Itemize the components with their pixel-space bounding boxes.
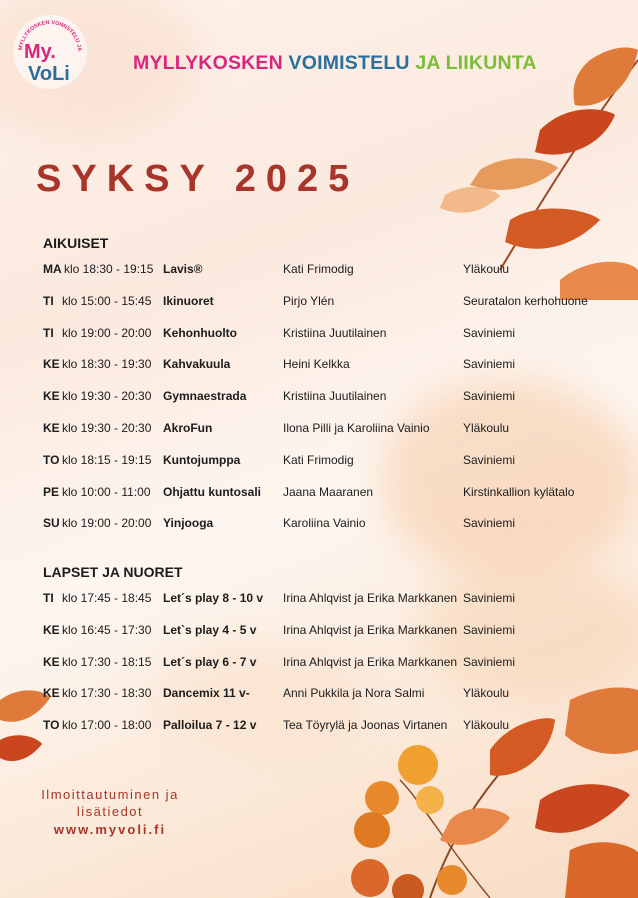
schedule-row <box>0 294 638 312</box>
registration-info: Ilmoittautuminen ja lisätiedot <box>41 787 179 819</box>
svg-text:MYLLYKOSKEN VOIMISTELU JA LIIK: MYLLYKOSKEN VOIMISTELU JA <box>18 19 83 52</box>
schedule-row <box>0 326 638 344</box>
time-cell: klo 10:00 - 11:00 <box>62 484 151 499</box>
class-cell: Kuntojumppa <box>163 452 241 467</box>
instructor-cell: Pirjo Ylén <box>283 293 335 308</box>
schedule-row <box>0 655 638 673</box>
location-cell: Saviniemi <box>463 452 516 467</box>
myvoli-logo <box>10 12 90 92</box>
class-cell: Let´s play 8 - 10 v <box>163 591 264 605</box>
instructor-cell: Irina Ahlqvist ja Erika Markkanen <box>283 622 458 637</box>
time-cell: klo 16:45 - 17:30 <box>62 622 152 637</box>
day-cell: PE <box>43 484 60 499</box>
instructor-cell: Irina Ahlqvist ja Erika Markkanen <box>283 591 458 605</box>
day-cell: KE <box>43 654 60 669</box>
schedule-row <box>0 421 638 439</box>
location-cell: Saviniemi <box>463 325 516 340</box>
class-cell: Kahvakuula <box>163 357 231 372</box>
day-cell: TO <box>43 718 60 733</box>
logo-text-voli: VoLi <box>28 63 70 85</box>
time-cell: klo 18:30 - 19:30 <box>62 357 152 372</box>
location-cell: Yläkoulu <box>463 686 510 701</box>
club-name <box>133 52 537 75</box>
instructor-cell: Kristiina Juutilainen <box>283 325 387 340</box>
time-cell: klo 18:15 - 19:15 <box>62 452 152 467</box>
day-cell: TI <box>43 293 54 308</box>
day-cell: KE <box>43 389 60 404</box>
location-cell: Saviniemi <box>463 389 516 404</box>
schedule-row <box>0 262 638 280</box>
time-cell: klo 19:30 - 20:30 <box>62 421 152 435</box>
location-cell: Saviniemi <box>463 622 516 637</box>
day-cell: TI <box>43 591 54 605</box>
time-cell: klo 17:30 - 18:15 <box>62 654 152 669</box>
section-title-youth: LAPSET JA NUORET <box>43 564 183 580</box>
schedule-row <box>0 389 638 407</box>
class-cell: Yinjooga <box>163 516 214 531</box>
location-cell: Saviniemi <box>463 516 516 531</box>
day-cell: TI <box>43 325 54 340</box>
instructor-cell: Irina Ahlqvist ja Erika Markkanen <box>283 654 458 669</box>
time-cell: klo 19:30 - 20:30 <box>62 389 152 404</box>
class-cell: Kehonhuolto <box>163 325 237 340</box>
instructor-cell: Kati Frimodig <box>283 452 354 467</box>
season-title: SYKSY 2025 <box>36 158 360 200</box>
class-cell: Palloilua 7 - 12 v <box>163 718 257 733</box>
day-cell: MA <box>43 262 62 276</box>
location-cell: Kirstinkallion kylätalo <box>463 484 575 499</box>
day-cell: KE <box>43 421 60 435</box>
time-cell: klo 17:30 - 18:30 <box>62 686 152 701</box>
logo-text-my: My. <box>24 41 56 63</box>
location-cell: Seuratalon kerhohuone <box>463 293 588 308</box>
class-cell: Ohjattu kuntosali <box>163 484 262 499</box>
time-cell: klo 17:00 - 18:00 <box>62 718 152 733</box>
time-cell: klo 18:30 - 19:15 <box>64 262 154 276</box>
schedule-row <box>0 485 638 503</box>
instructor-cell: Heini Kelkka <box>283 357 350 372</box>
class-cell: Gymnaestrada <box>163 389 247 404</box>
section-title-adults: AIKUISET <box>43 235 109 251</box>
instructor-cell: Kristiina Juutilainen <box>283 389 387 404</box>
schedule-row <box>0 357 638 375</box>
instructor-cell: Ilona Pilli ja Karoliina Vainio <box>283 421 430 435</box>
class-cell: Ikinuoret <box>163 293 214 308</box>
schedule-row <box>0 453 638 471</box>
location-cell: Saviniemi <box>463 654 516 669</box>
location-cell: Saviniemi <box>463 591 516 605</box>
berries-and-leaves-illustration <box>340 680 638 898</box>
club-name-word3: JA LIIKUNTA <box>415 52 537 74</box>
location-cell: Saviniemi <box>463 357 516 372</box>
day-cell: TO <box>43 452 60 467</box>
website-link[interactable]: www.myvoli.fi <box>53 822 167 837</box>
time-cell: klo 19:00 - 20:00 <box>62 325 152 340</box>
schedule-row <box>0 686 638 704</box>
club-name-word1: MYLLYKOSKEN <box>133 52 283 74</box>
location-cell: Yläkoulu <box>463 421 510 435</box>
time-cell: klo 17:45 - 18:45 <box>62 591 152 605</box>
instructor-cell: Anni Pukkila ja Nora Salmi <box>283 686 425 701</box>
location-cell: Yläkoulu <box>463 718 510 733</box>
instructor-cell: Tea Töyrylä ja Joonas Virtanen <box>283 718 448 733</box>
club-name-word2: VOIMISTELU <box>288 52 410 74</box>
instructor-cell: Kati Frimodig <box>283 262 354 276</box>
day-cell: SU <box>43 516 60 531</box>
schedule-row <box>0 718 638 736</box>
instructor-cell: Karoliina Vainio <box>283 516 366 531</box>
watercolor-blob <box>380 380 638 580</box>
day-cell: KE <box>43 622 60 637</box>
instructor-cell: Jaana Maaranen <box>283 484 374 499</box>
class-cell: AkroFun <box>163 421 213 435</box>
time-cell: klo 19:00 - 20:00 <box>62 516 152 531</box>
class-cell: Let´s play 6 - 7 v <box>163 654 257 669</box>
schedule-row <box>0 516 638 534</box>
class-cell: Lavis® <box>163 262 203 276</box>
class-cell: Dancemix 11 v- <box>163 686 250 701</box>
schedule-row <box>0 623 638 641</box>
time-cell: klo 15:00 - 15:45 <box>62 293 152 308</box>
schedule-row <box>0 591 638 609</box>
class-cell: Let`s play 4 - 5 v <box>163 622 257 637</box>
day-cell: KE <box>43 686 60 701</box>
day-cell: KE <box>43 357 60 372</box>
location-cell: Yläkoulu <box>463 262 510 276</box>
